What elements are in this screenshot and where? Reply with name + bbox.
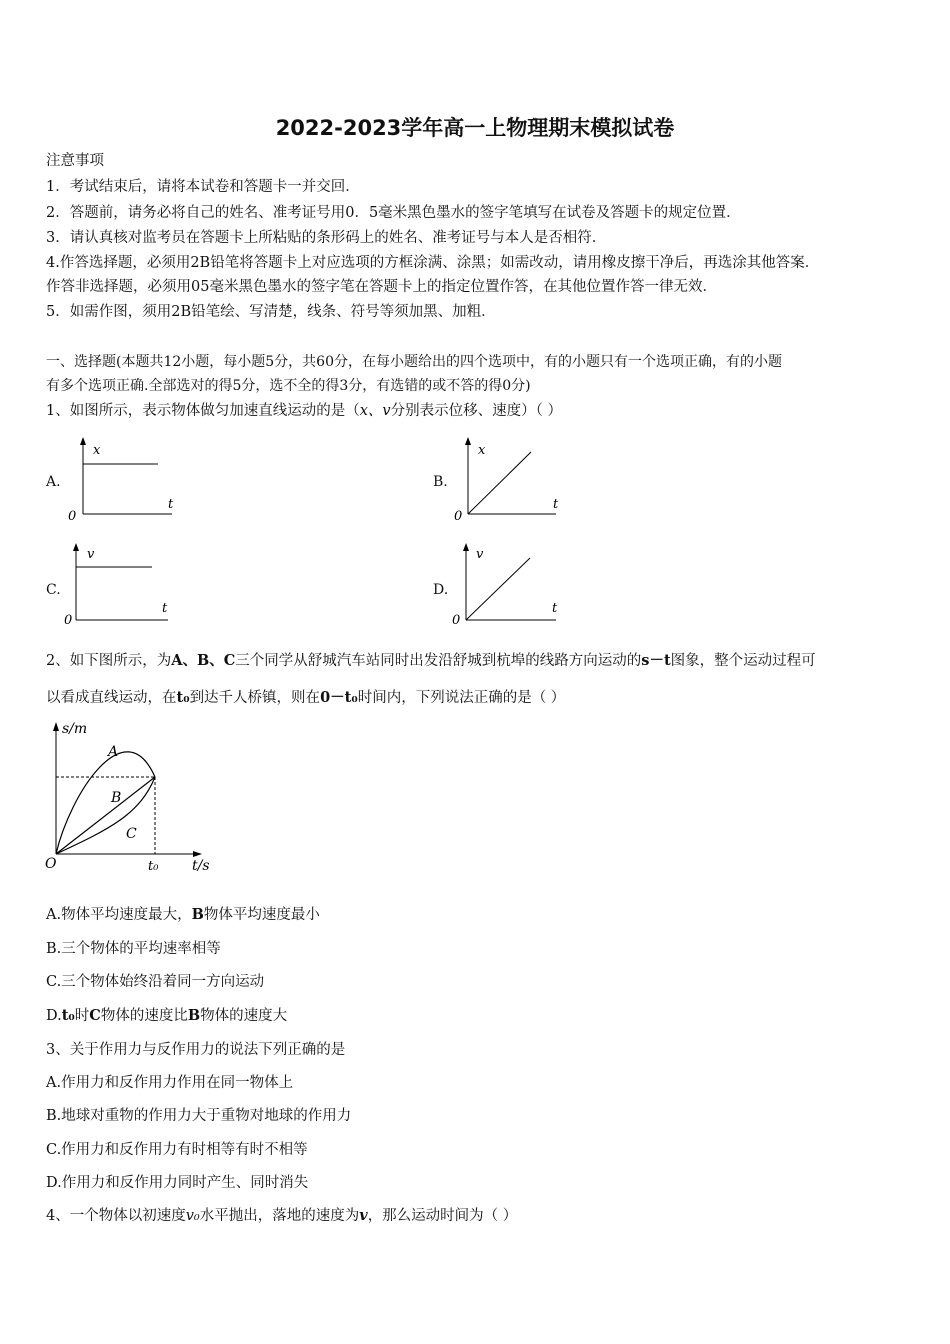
question-2-stem-cont: 以看成直线运动，在t₀到达千人桥镇，则在0－t₀时间内，下列说法正确的是（ ） <box>46 689 566 706</box>
question-4-stem: 4、一个物体以初速度v₀水平抛出，落地的速度为v，那么运动时间为（ ） <box>46 1207 518 1224</box>
question-1-stem: 1、如图所示，表示物体做匀加速直线运动的是（x、v分别表示位移、速度）（ ） <box>46 403 562 419</box>
y-axis-label: x <box>93 443 101 458</box>
origin-label: 0 <box>454 509 463 524</box>
curve-c-label: C <box>126 826 137 842</box>
q1-option-a-label: A. <box>46 474 61 490</box>
arrow-icon <box>465 437 471 445</box>
y-axis-label: x <box>478 443 486 458</box>
section-instructions: 有多个选项正确.全部选对的得5分，选不全的得3分，有选错的或不答的得0分) <box>46 378 531 394</box>
q1-graph-a <box>60 434 190 526</box>
q2-option-c: C.三个物体始终沿着同一方向运动 <box>46 974 265 990</box>
q2-option-b: B.三个物体的平均速率相等 <box>46 941 221 957</box>
arrow-icon <box>80 437 86 445</box>
question-2-stem: 2、如下图所示，为A、B、C三个同学从舒城汽车站同时出发沿舒城到杭埠的线路方向运动的s－t图象，整个运动过程可 <box>46 652 816 669</box>
q2-option-a: A.物体平均速度最大，B物体平均速度最小 <box>46 906 320 923</box>
y-axis-label: s/m <box>62 721 88 737</box>
arrow-icon <box>73 543 79 551</box>
q1-graph-d <box>448 540 578 632</box>
curve-a <box>56 752 155 854</box>
q3-option-d: D.作用力和反作用力同时产生、同时消失 <box>46 1175 309 1191</box>
q1-graph-c <box>60 540 190 632</box>
notice-item: 5．如需作图，须用2B铅笔绘、写清楚，线条、符号等须加黑、加粗． <box>46 304 496 320</box>
y-axis-label: v <box>476 547 484 562</box>
q1-option-c-label: C. <box>46 582 61 598</box>
section-instructions: 一、选择题(本题共12小题，每小题5分，共60分，在每小题给出的四个选项中，有的小题只有一个选项正确，有的小题 <box>46 354 782 370</box>
question-3-stem: 3、关于作用力与反作用力的说法下列正确的是 <box>46 1042 346 1058</box>
arrow-icon <box>463 543 469 551</box>
x-axis-label: t <box>168 497 174 512</box>
origin-label: 0 <box>452 613 461 628</box>
notice-heading: 注意事项 <box>46 153 104 169</box>
x-axis-label: t <box>162 601 168 616</box>
q3-option-b: B.地球对重物的作用力大于重物对地球的作用力 <box>46 1108 352 1124</box>
notice-item: 3．请认真核对监考员在答题卡上所粘贴的条形码上的姓名、准考证号与本人是否相符． <box>46 230 607 246</box>
q2-option-d: D.t₀时C物体的速度比B物体的速度大 <box>46 1007 288 1024</box>
page-title: 2022-2023学年高一上物理期末模拟试卷 <box>275 116 675 140</box>
t0-label: t₀ <box>148 859 159 874</box>
q1-option-b-label: B. <box>433 474 448 490</box>
curve-b-label: B <box>111 790 122 806</box>
origin-label: O <box>45 856 57 872</box>
curve-b <box>56 777 155 854</box>
x-axis-label: t <box>552 601 558 616</box>
curve-a-label: A <box>108 744 119 760</box>
x-axis-label: t <box>553 497 559 512</box>
q1-option-d-label: D. <box>433 582 449 598</box>
notice-item: 2．答题前，请务必将自己的姓名、准考证号用0．5毫米黑色墨水的签字笔填写在试卷及答题卡的规定位置． <box>46 205 741 221</box>
notice-item: 4.作答选择题，必须用2B铅笔将答题卡上对应选项的方框涂满、涂黑；如需改动，请用橡皮擦干净后，再选涂其他答案． <box>46 255 820 271</box>
q3-option-c: C.作用力和反作用力有时相等有时不相等 <box>46 1142 308 1158</box>
q3-option-a: A.作用力和反作用力作用在同一物体上 <box>46 1075 294 1091</box>
q1b-graph-line <box>468 452 531 514</box>
y-axis-label: v <box>87 547 95 562</box>
origin-label: 0 <box>64 613 73 628</box>
arrow-icon <box>53 722 59 731</box>
notice-item: 作答非选择题，必须用05毫米黑色墨水的签字笔在答题卡上的指定位置作答，在其他位置作答一律无效． <box>46 279 717 295</box>
q1d-graph-line <box>466 558 530 620</box>
x-axis-label: t/s <box>192 858 210 874</box>
arrow-icon <box>193 851 202 857</box>
q1-graph-b <box>448 434 578 526</box>
origin-label: 0 <box>68 509 77 524</box>
notice-item: 1．考试结束后，请将本试卷和答题卡一并交回． <box>46 179 360 195</box>
q2-st-graph <box>40 714 230 876</box>
